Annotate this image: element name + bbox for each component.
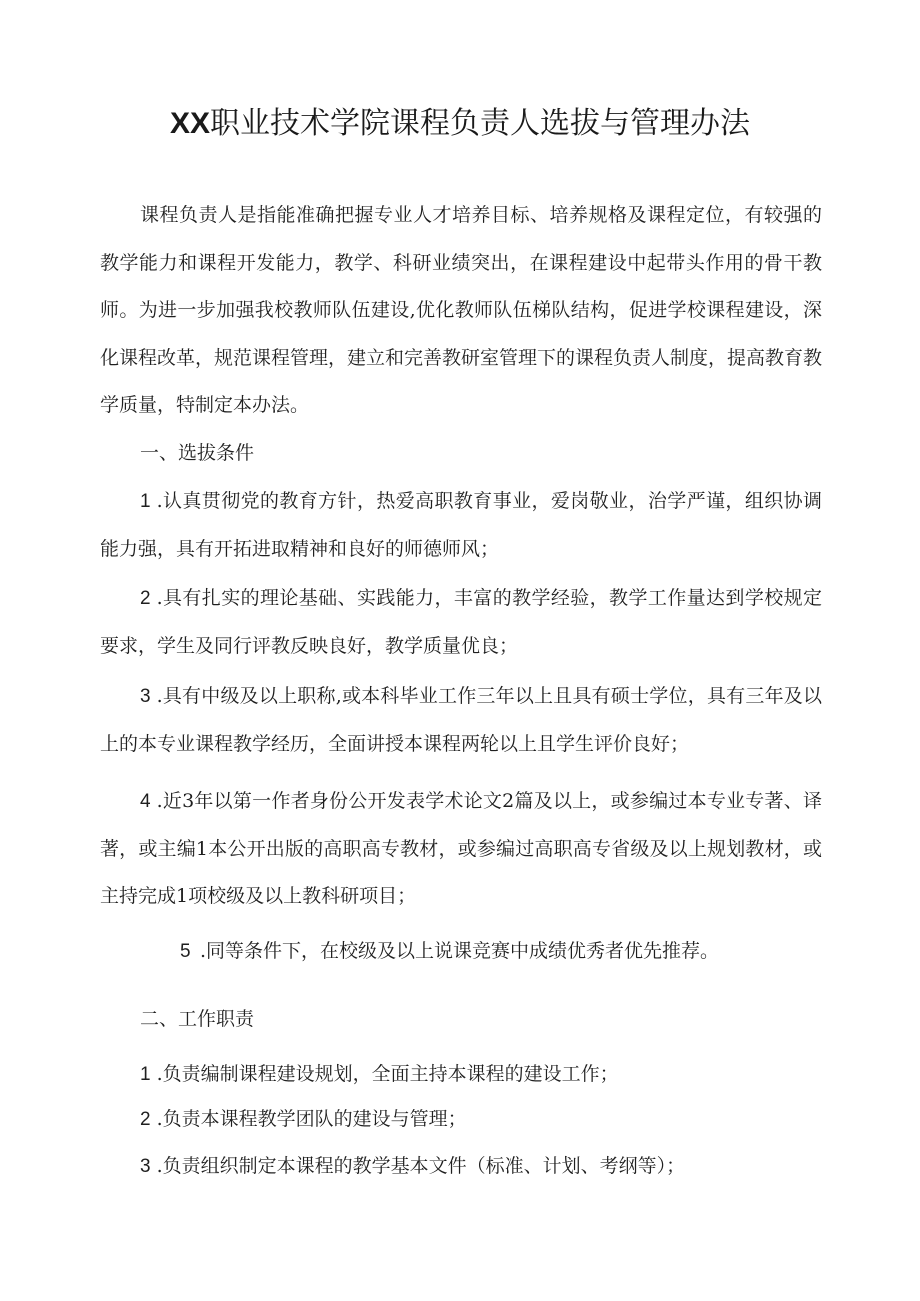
page-title: [0, 100, 920, 148]
item-text: .负责本课程教学团队的建设与管理；: [156, 1108, 467, 1130]
item-text: .具有扎实的理论基础、实践能力，丰富的教学经验，教学工作量达到学校规定要求，学生及同行评教反映良好，教学质量优良；: [100, 587, 822, 657]
item-text: .近3年以第一作者身份公开发表学术论文2篇及以上，或参编过本专业专著、译著，或主编1本公开出版的高职高专教材，或参编过高职高专省级及以上规划教材，或主持完成1项校级及以上教科研项目；: [100, 790, 822, 907]
intro-paragraph: 课程负责人是指能准确把握专业人才培养目标、培养规格及课程定位，有较强的教学能力和课程开发能力，教学、科研业绩突出，在课程建设中起带头作用的骨干教师。为进一步加强我校教师队伍建设,优化教师队伍梯队结构，促进学校课程建设，深化课程改革，规范课程管理，建立和完善教研室管理下的课程负责人制度，提高教育教学质量，特制定本办法。: [100, 204, 823, 416]
item-number: 4: [140, 791, 151, 812]
section2-item-3: [100, 1143, 822, 1191]
section1-item-3: [100, 673, 822, 768]
section1-item-4: [100, 778, 822, 921]
item-number: 5: [180, 941, 191, 962]
section2-item-1: [100, 1051, 822, 1099]
section1-item-2: [100, 575, 822, 670]
section2-item-2: [100, 1096, 822, 1144]
item-number: 3: [140, 686, 151, 707]
item-number: 3: [140, 1156, 151, 1177]
item-text: .负责编制课程建设规划，全面主持本课程的建设工作；: [156, 1063, 619, 1085]
section1-heading: 一、选拔条件: [140, 442, 255, 464]
item-text: .具有中级及以上职称,或本科毕业工作三年以上且具有硕士学位，具有三年及以上的本专业课程教学经历，全面讲授本课程两轮以上且学生评价良好；: [100, 685, 822, 755]
item-number: 1: [140, 1064, 151, 1085]
title-main: 职业技术学院课程负责人选拔与管理办法: [210, 106, 751, 141]
item-text: .认真贯彻党的教育方针，热爱高职教育事业，爱岗敬业，治学严谨，组织协调能力强，具有开拓进取精神和良好的师德师风；: [100, 490, 822, 560]
item-number: 2: [140, 588, 151, 609]
section2-heading: 二、工作职责: [140, 1008, 255, 1030]
section1-item-5: [100, 928, 822, 976]
title-prefix: XX: [169, 107, 211, 140]
section1-item-1: [100, 478, 822, 573]
item-number: 2: [140, 1109, 151, 1130]
item-text: .同等条件下，在校级及以上说课竞赛中成绩优秀者优先推荐。: [200, 940, 720, 962]
item-number: 1: [140, 491, 151, 512]
item-text: .负责组织制定本课程的教学基本文件（标准、计划、考纲等）；: [156, 1155, 686, 1177]
